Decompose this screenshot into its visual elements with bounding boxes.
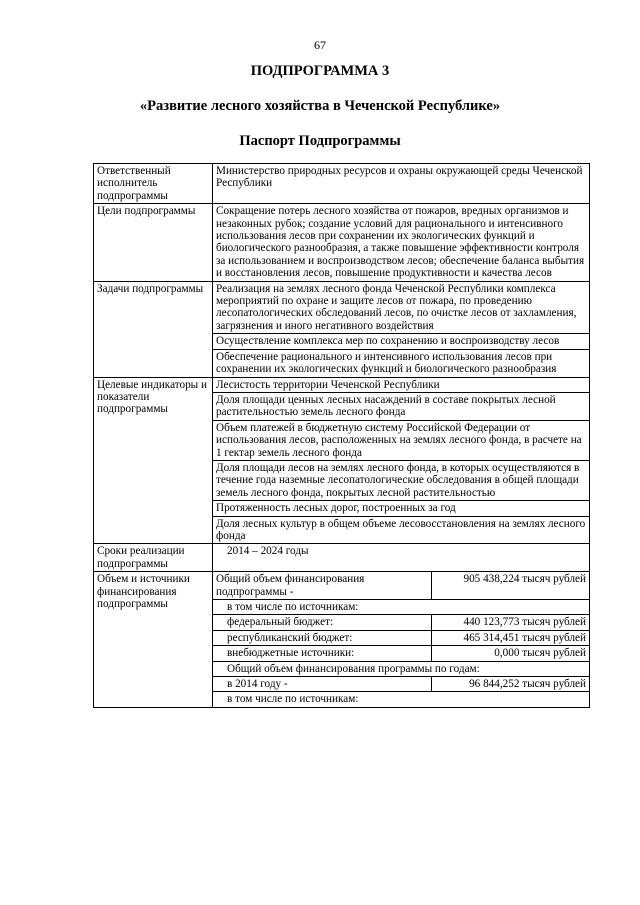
indicator-item: Лесистость территории Чеченской Республики bbox=[216, 378, 440, 391]
row-indicators bbox=[94, 377, 590, 544]
funding-federal-label: федеральный бюджет: bbox=[213, 615, 431, 630]
value-terms: 2014 – 2024 годы bbox=[213, 544, 590, 572]
passport-table bbox=[93, 163, 590, 708]
funding-by-years: Общий объем финансирования программы по годам: bbox=[213, 661, 589, 676]
funding-by-sources: в том числе по источникам: bbox=[213, 600, 589, 615]
task-item: Реализация на землях лесного фонда Чеченской Республики комплекса мероприятий по охране и защите лесов от пожара, по проведению лесопатологических обследований лесов, по очистке лесов от захламления, загрязнения и иного негативного воздействия bbox=[216, 282, 577, 332]
indicator-item: Объем платежей в бюджетную систему Российской Федерации от использования лесов, расположенных на землях лесного фонда, в расчете на 1 гектар земель лесного фонда bbox=[213, 420, 589, 460]
indicator-item: Доля лесных культур в общем объеме лесовосстановления на землях лесного фонда bbox=[213, 516, 589, 544]
value-tasks bbox=[213, 281, 590, 377]
row-funding bbox=[94, 572, 590, 708]
page-heading: ПОДПРОГРАММА 3 bbox=[250, 63, 390, 79]
task-item: Обеспечение рационального и интенсивного использования лесов при сохранении их экологических функций и биологического разнообразия bbox=[213, 349, 589, 377]
task-item: Осуществление комплекса мер по сохранению и воспроизводству лесов bbox=[213, 333, 589, 348]
indicator-item: Доля площади лесов на землях лесного фонда, в которых осуществляются в течение года наземные лесопатологические обследования в общей площади земель лесного фонда, покрытых лесной растительностью bbox=[213, 460, 589, 500]
value-indicators bbox=[213, 377, 590, 544]
indicator-item: Протяженность лесных дорог, построенных за год bbox=[213, 500, 589, 515]
label-goals: Цели подпрограммы bbox=[94, 204, 213, 281]
label-funding: Объем и источники финансирования подпрограммы bbox=[94, 572, 213, 708]
funding-2014-label: в 2014 году - bbox=[213, 677, 431, 692]
indicator-item: Доля площади ценных лесных насаждений в составе покрытых лесной растительностью земель лесного фонда bbox=[213, 392, 589, 420]
funding-extra-label: внебюджетные источники: bbox=[213, 646, 431, 661]
label-terms: Сроки реализации подпрограммы bbox=[94, 544, 213, 572]
value-funding bbox=[213, 572, 590, 708]
row-tasks bbox=[94, 281, 590, 377]
funding-extra-value: 0,000 тысяч рублей bbox=[431, 646, 589, 661]
funding-total-label: Общий объем финансирования подпрограммы - bbox=[213, 572, 431, 599]
row-responsible bbox=[94, 164, 590, 204]
funding-by-sources-2: в том числе по источникам: bbox=[213, 692, 589, 707]
value-responsible: Министерство природных ресурсов и охраны окружающей среды Чеченской Республики bbox=[213, 164, 590, 204]
value-goals: Сокращение потерь лесного хозяйства от пожаров, вредных организмов и незаконных рубок; создание условий для рационального и интенсивного использования лесов при сохранении их экологических функций и биологического разнообразия, а также повышение эффективности контроля за использованием и воспроизводством лесов; обеспечение баланса выбытия и восстановления лесов, повышение продуктивности и качества лесов bbox=[213, 204, 590, 281]
passport-title: Паспорт Подпрограммы bbox=[239, 133, 401, 149]
funding-federal-value: 440 123,773 тысяч рублей bbox=[431, 615, 589, 630]
label-tasks: Задачи подпрограммы bbox=[94, 281, 213, 377]
funding-2014-value: 96 844,252 тысяч рублей bbox=[431, 677, 589, 692]
row-terms bbox=[94, 544, 590, 572]
funding-republic-value: 465 314,451 тысяч рублей bbox=[431, 630, 589, 645]
page-number: 67 bbox=[314, 38, 326, 52]
row-goals bbox=[94, 204, 590, 281]
label-indicators: Целевые индикаторы и показатели подпрограммы bbox=[94, 377, 213, 544]
funding-total-value: 905 438,224 тысяч рублей bbox=[431, 572, 589, 599]
funding-republic-label: республиканский бюджет: bbox=[213, 630, 431, 645]
funding-table bbox=[213, 572, 589, 707]
subprogram-title: «Развитие лесного хозяйства в Чеченской Республике» bbox=[139, 98, 501, 114]
label-responsible: Ответственный исполнитель подпрограммы bbox=[94, 164, 213, 204]
